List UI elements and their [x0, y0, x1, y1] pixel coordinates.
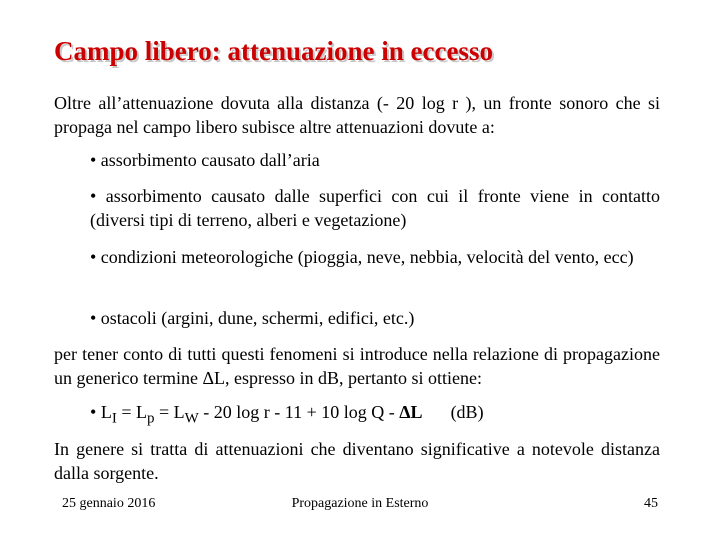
- method-paragraph: per tener conto di tutti questi fenomeni si introduce nella relazione di propagazione un generico termine ΔL, espresso in dB, pertanto si ottiene:: [54, 344, 660, 388]
- formula-equals-lw: = L: [154, 402, 185, 422]
- bullet-item: • ostacoli (argini, dune, schermi, edifici, etc.): [90, 308, 415, 328]
- bullet-item: • assorbimento causato dalle superfici con cui il fronte viene in contatto (diversi tipi di terreno, alberi e vegetazione): [90, 186, 660, 230]
- formula-terms: - 20 log r - 11 + 10 log Q -: [198, 402, 400, 422]
- footer-date: 25 gennaio 2016: [62, 496, 156, 511]
- formula-unit: (dB): [450, 402, 484, 422]
- formula-subscript-p: p: [146, 410, 155, 427]
- conclusion-paragraph: In genere si tratta di attenuazioni che diventano significative a notevole distanza dalla sorgente.: [54, 439, 660, 483]
- formula-bullet: •: [90, 402, 101, 422]
- bullet-item: • assorbimento causato dall’aria: [90, 150, 320, 170]
- formula-delta-term: ΔL: [399, 402, 423, 422]
- formula-subscript-i: I: [111, 410, 117, 427]
- formula-level-symbol: L: [100, 402, 112, 422]
- page-number: 45: [644, 496, 658, 511]
- slide-title: Campo libero: attenuazione in eccesso: [54, 36, 493, 66]
- footer-title: Propagazione in Esterno: [291, 496, 429, 511]
- intro-paragraph: Oltre all’attenuazione dovuta alla distanza (- 20 log r ), un fronte sonoro che si propaga nel campo libero subisce altre attenuazioni dovute a:: [54, 93, 660, 137]
- formula-equals-lp: = L: [116, 402, 147, 422]
- bullet-item: • condizioni meteorologiche (pioggia, neve, nebbia, velocità del vento, ecc): [90, 247, 634, 267]
- formula-subscript-w: W: [184, 410, 199, 427]
- attenuation-formula: [90, 400, 484, 431]
